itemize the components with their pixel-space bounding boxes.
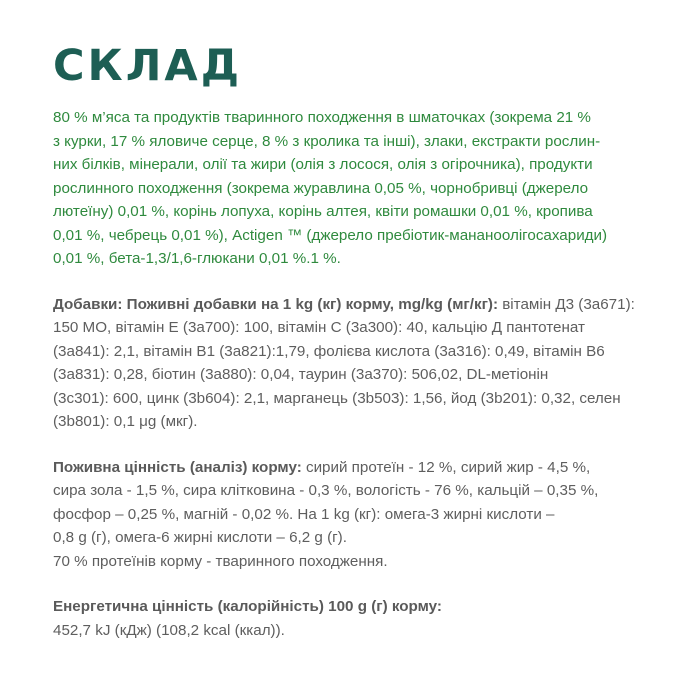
- composition-line: них білків, мінерали, олії та жири (олія з лосося, олія з огірочника), продукти: [53, 156, 593, 173]
- composition-line: 0,01 %, бета-1,3/1,6-глюкани 0,01 %.1 %.: [53, 250, 341, 267]
- additives-first-line: [53, 293, 633, 317]
- composition-line: з курки, 17 % яловиче серце, 8 % з кролика та інші), злаки, екстракти рослин-: [53, 132, 601, 150]
- product-label-page: [53, 40, 633, 664]
- nutrition-line: 0,8 g (г), омега-6 жирні кислоти – 6,2 g (г).: [53, 529, 347, 546]
- nutrition-line: фосфор – 0,25 %, магній - 0,02 %. На 1 kg (кг): омега-3 жирні кислоти –: [53, 505, 555, 523]
- additives-line: (3c301): 600, цинк (3b604): 2,1, марганець (3b503): 1,56, йод (3b201): 0,32, селен: [53, 389, 621, 407]
- nutrition-first-value: сирий протеїн - 12 %, сирий жир - 4,5 %,: [301, 458, 591, 476]
- nutrition-line: 70 % протеїнів корму - тваринного походження.: [53, 552, 388, 570]
- energy-label: Енергетична цінність (калорійність) 100 g (г) корму:: [53, 598, 442, 615]
- nutrition-line: сира зола - 1,5 %, сира клітковина - 0,3 %, вологість - 76 %, кальцій – 0,35 %,: [53, 482, 599, 499]
- composition-line: 80 % м’яса та продуктів тваринного походження в шматочках (зокрема 21 %: [53, 109, 591, 126]
- composition-line: 0,01 %, чебрець 0,01 %), Actigen ™ (джерело пребіотик-мананоолігосахариди): [53, 226, 608, 244]
- nutrition-section: [53, 456, 633, 574]
- nutrition-label: Поживна цінність (аналіз) корму:: [53, 458, 302, 476]
- page-title: СКЛАД: [53, 41, 242, 91]
- composition-line: рослинного походження (зокрема журавлина 0,05 %, чорнобривці (джерело: [53, 179, 589, 197]
- additives-label: Добавки: Поживні добавки на 1 kg (кг) корму, mg/kg (мг/кг):: [53, 295, 499, 313]
- nutrition-first-line: [53, 456, 633, 480]
- additives-first-value: вітамін Д3 (3a671):: [498, 295, 635, 313]
- composition-line: лютеїну) 0,01 %, корінь лопуха, корінь алтея, квіти ромашки 0,01 %, кропива: [53, 203, 593, 220]
- energy-value: 452,7 kJ (кДж) (108,2 kcal (ккал)).: [53, 621, 285, 639]
- energy-section: [53, 595, 633, 642]
- additives-line: (3а841): 2,1, вітамін В1 (3а821):1,79, фолієва кислота (3а316): 0,49, вітамін В6: [53, 342, 605, 360]
- composition-text: [53, 106, 633, 271]
- additives-line: 150 МО, вітамін Е (3а700): 100, вітамін С (3а300): 40, кальцію Д пантотенат: [53, 319, 585, 336]
- additives-section: [53, 293, 633, 434]
- additives-line: (3а831): 0,28, біотин (3а880): 0,04, таурин (3а370): 506,02, DL-метіонін: [53, 366, 549, 383]
- additives-line: (3b801): 0,1 μg (мкг).: [53, 413, 198, 430]
